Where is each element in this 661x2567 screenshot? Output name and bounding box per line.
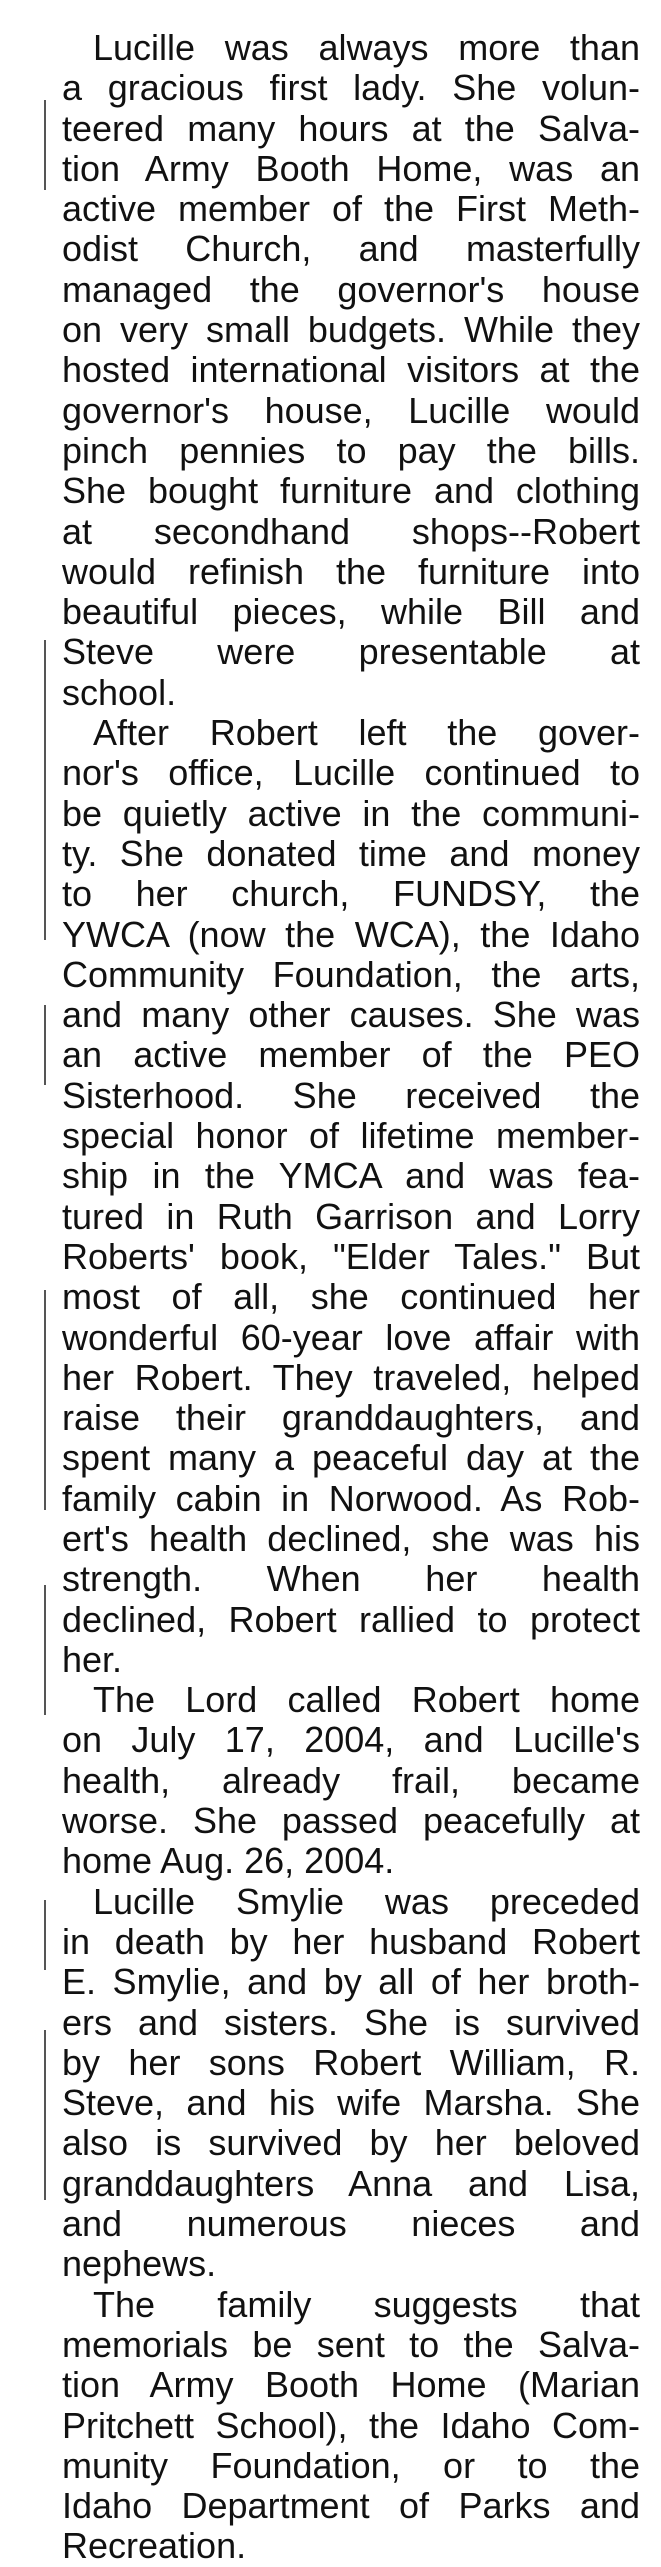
text-line: health, already frail, became [62, 1760, 640, 1801]
text-line: governor's house, Lucille would [62, 390, 640, 431]
text-line: in death by her husband Robert [62, 1921, 640, 1962]
column-rule-1 [44, 100, 46, 190]
text-line: most of all, she continued her [62, 1277, 640, 1318]
text-line: ship in the YMCA and was fea- [62, 1156, 640, 1197]
text-line: also is survived by her beloved [62, 2123, 640, 2164]
text-line: beautiful pieces, while Bill and [62, 592, 640, 633]
column-rule-3 [44, 1005, 46, 1085]
text-line: an active member of the PEO [62, 1035, 640, 1076]
text-line: would refinish the furniture into [62, 551, 640, 592]
text-line: YWCA (now the WCA), the Idaho [62, 914, 640, 955]
text-line: Roberts' book, "Elder Tales." But [62, 1236, 640, 1277]
column-rule-5 [44, 1585, 46, 1715]
text-line: active member of the First Meth- [62, 189, 640, 230]
text-line: The family suggests that [93, 2284, 640, 2325]
text-line: at secondhand shops--Robert [62, 511, 640, 552]
text-line: a gracious first lady. She volun- [62, 68, 640, 109]
text-line: Steve, and his wife Marsha. She [62, 2083, 640, 2124]
paragraph-2 [62, 713, 640, 1680]
text-line: raise their granddaughters, and [62, 1398, 640, 1439]
paragraph-3 [62, 1680, 640, 1881]
text-line: ty. She donated time and money [62, 833, 640, 874]
text-line: tured in Ruth Garrison and Lorry [62, 1196, 640, 1237]
text-line: Lucille Smylie was preceded [93, 1881, 640, 1922]
text-line: and numerous nieces and [62, 2204, 640, 2245]
text-line: by her sons Robert William, R. [62, 2042, 640, 2083]
text-line: spent many a peaceful day at the [62, 1438, 640, 1479]
text-line: The Lord called Robert home [93, 1680, 640, 1721]
text-line: family cabin in Norwood. As Rob- [62, 1478, 640, 1519]
text-line: Steve were presentable at [62, 632, 640, 673]
text-line: on July 17, 2004, and Lucille's [62, 1720, 640, 1761]
text-line: home Aug. 26, 2004. [62, 1841, 395, 1882]
text-line: odist Church, and masterfully [62, 229, 640, 270]
text-line: Sisterhood. She received the [62, 1075, 640, 1116]
text-line: hosted international visitors at the [62, 350, 640, 391]
text-line: munity Foundation, or to the [62, 2445, 640, 2486]
text-line: tion Army Booth Home, was an [62, 148, 640, 189]
text-line: Community Foundation, the arts, [62, 954, 640, 995]
text-line: her Robert. They traveled, helped [62, 1357, 640, 1398]
text-line: and many other causes. She was [62, 995, 640, 1036]
text-line: her. [62, 1639, 123, 1680]
text-line: granddaughters Anna and Lisa, [62, 2163, 640, 2204]
column-rule-6 [44, 1900, 46, 1970]
text-line: pinch pennies to pay the bills. [62, 430, 640, 471]
text-line: ert's health declined, she was his [62, 1518, 640, 1559]
column-rule-7 [44, 2030, 46, 2200]
obituary-article [62, 28, 640, 2567]
text-line: be quietly active in the communi- [62, 793, 640, 834]
text-line: nor's office, Lucille continued to [62, 753, 640, 794]
text-line: to her church, FUNDSY, the [62, 874, 640, 915]
text-line: Idaho Department of Parks and [62, 2486, 640, 2527]
text-line: teered many hours at the Salva- [62, 108, 640, 149]
text-line: wonderful 60-year love affair with [62, 1317, 640, 1358]
column-rule-4 [44, 1290, 46, 1510]
column-rule-2 [44, 640, 46, 940]
paragraph-1 [62, 28, 640, 713]
text-line: Pritchett School), the Idaho Com- [62, 2405, 640, 2446]
paragraph-5 [62, 2285, 640, 2567]
text-line: declined, Robert rallied to protect [62, 1599, 640, 1640]
text-line: on very small budgets. While they [62, 310, 640, 351]
text-line: managed the governor's house [62, 269, 640, 310]
text-line: She bought furniture and clothing [62, 471, 640, 512]
text-line: nephews. [62, 2244, 217, 2285]
text-line: E. Smylie, and by all of her broth- [62, 1962, 640, 2003]
text-line: worse. She passed peacefully at [62, 1801, 640, 1842]
text-line: school. [62, 672, 177, 713]
text-line: Lucille was always more than [93, 28, 640, 68]
text-line: tion Army Booth Home (Marian [62, 2365, 640, 2406]
text-line: ers and sisters. She is survived [62, 2002, 640, 2043]
text-line: Recreation. [62, 2526, 247, 2567]
paragraph-4 [62, 1882, 640, 2285]
text-line: special honor of lifetime member- [62, 1116, 640, 1157]
text-line: strength. When her health [62, 1559, 640, 1600]
text-line: After Robert left the gover- [93, 713, 640, 754]
text-line: memorials be sent to the Salva- [62, 2324, 640, 2365]
